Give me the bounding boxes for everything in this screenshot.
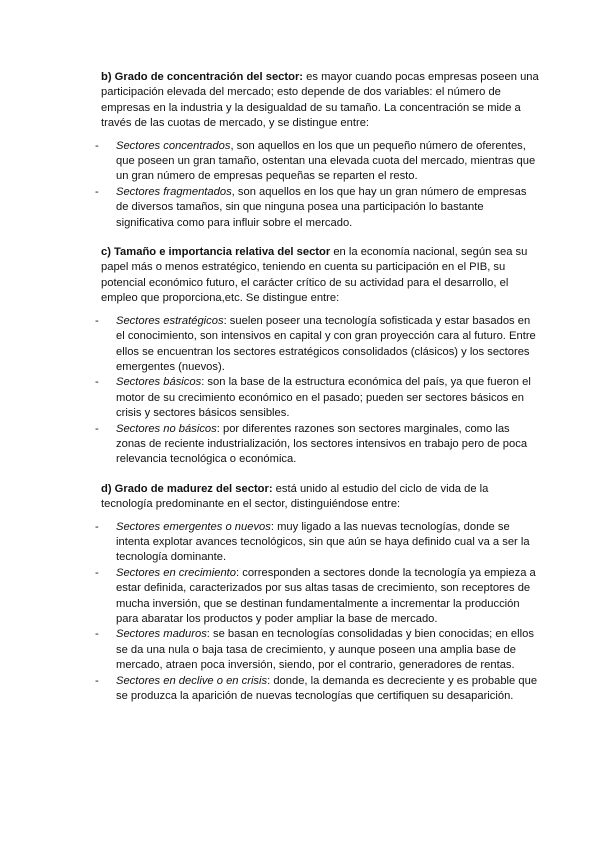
bullet-dash: - bbox=[95, 628, 99, 641]
item-text: : corresponden a sectores donde la tecnología ya empieza a estar definida, caracterizados por sus altas tasas de crecimiento, son receptores de mucha inversión, que se destinan fundamentalmente a incrementar la producción para abaratar los productos y poder ampliar la base de mercado. bbox=[116, 566, 536, 625]
item-text: : por diferentes razones son sectores marginales, como las zonas de reciente industrialización, los sectores intensivos en trabajo pero de poca relevancia tecnológica o económica. bbox=[116, 422, 528, 466]
term: Sectores en declive o en crisis bbox=[116, 674, 268, 687]
bullet-dash: - bbox=[95, 185, 99, 198]
section-d-heading: d) Grado de madurez del sector: bbox=[101, 482, 273, 495]
term: Sectores en crecimiento bbox=[116, 566, 237, 579]
term: Sectores concentrados bbox=[116, 139, 231, 152]
bullet-dash: - bbox=[95, 674, 99, 687]
item-text: : son la base de la estructura económica del país, ya que fueron el motor de su crecimiento económico en el pasado; pueden ser sectores básicos en crisis y sectores básicos sensibles. bbox=[116, 376, 531, 420]
term: Sectores maduros bbox=[116, 628, 207, 641]
term: Sectores básicos bbox=[116, 376, 202, 389]
section-c-intro: en la economía nacional, según sea su papel más o menos estratégico, teniendo en cuenta su participación en el PIB, su potencial económico futuro, el carácter crítico de su actividad para el desarrollo, el empleo que proporciona,etc. Se distingue entre: bbox=[101, 246, 528, 305]
bullet-dash: - bbox=[95, 376, 99, 389]
document-page bbox=[95, 70, 541, 704]
section-d-list bbox=[95, 520, 541, 705]
term: Sectores fragmentados bbox=[116, 185, 232, 198]
item-text: : suelen poseer una tecnología sofisticada y estar basados en el conocimiento, son intensivos en capital y con gran proyección cara al futuro. Entre ellos se encuentran los sectores estratégicos consolidados (clásicos) y los sectores emergentes (nuevos). bbox=[116, 314, 536, 373]
section-d-paragraph bbox=[101, 482, 541, 513]
list-item bbox=[95, 422, 541, 468]
section-b-intro: es mayor cuando pocas empresas poseen una participación elevada del mercado; esto depende de dos variables: el número de empresas en la industria y la desigualdad de su tamaño. La concentración se mide a través de las cuotas de mercado, y se distingue entre: bbox=[101, 71, 539, 130]
list-item bbox=[95, 185, 541, 231]
bullet-dash: - bbox=[95, 520, 99, 533]
item-text: , son aquellos en los que hay un gran número de empresas de diversos tamaños, sin que ninguna posea una participación lo bastante significativa como para influir sobre el mercado. bbox=[116, 185, 527, 229]
section-b-list bbox=[95, 139, 541, 231]
bullet-dash: - bbox=[95, 566, 99, 579]
list-item bbox=[95, 314, 541, 376]
list-item bbox=[95, 520, 541, 566]
bullet-dash: - bbox=[95, 314, 99, 327]
list-item bbox=[95, 627, 541, 673]
term: Sectores emergentes o nuevos bbox=[116, 520, 271, 533]
section-b-heading: b) Grado de concentración del sector: bbox=[101, 71, 304, 83]
list-item bbox=[95, 674, 541, 705]
item-text: : muy ligado a las nuevas tecnologías, donde se intenta explotar avances tecnológicos, sin que aún se haya definido cual va a ser la tecnología dominante. bbox=[116, 520, 530, 564]
section-b-paragraph bbox=[101, 70, 541, 132]
section-c-list bbox=[95, 314, 541, 468]
term: Sectores no básicos bbox=[116, 422, 217, 435]
term: Sectores estratégicos bbox=[116, 314, 224, 327]
list-item bbox=[95, 375, 541, 421]
item-text: , son aquellos en los que un pequeño número de oferentes, que poseen un gran tamaño, ostentan una elevada cuota del mercado, mientras que un gran número de empresas pequeñas se reparten el resto. bbox=[116, 139, 536, 183]
item-text: : se basan en tecnologías consolidadas y bien conocidas; en ellos se da una nula o baja tasa de crecimiento, y aunque poseen una amplia base de mercado, atraen poca inversión, siendo, por el contrario, generadores de rentas. bbox=[116, 628, 534, 672]
list-item bbox=[95, 139, 541, 185]
list-item bbox=[95, 566, 541, 628]
section-c-paragraph bbox=[101, 245, 541, 307]
bullet-dash: - bbox=[95, 422, 99, 435]
section-c-heading: c) Tamaño e importancia relativa del sector bbox=[101, 246, 331, 259]
bullet-dash: - bbox=[95, 139, 99, 152]
section-d-intro: está unido al estudio del ciclo de vida de la tecnología predominante en el sector, distinguiéndose entre: bbox=[101, 482, 489, 511]
item-text: : donde, la demanda es decreciente y es probable que se produzca la aparición de nuevas tecnologías que certifiquen su desaparición. bbox=[116, 674, 538, 703]
